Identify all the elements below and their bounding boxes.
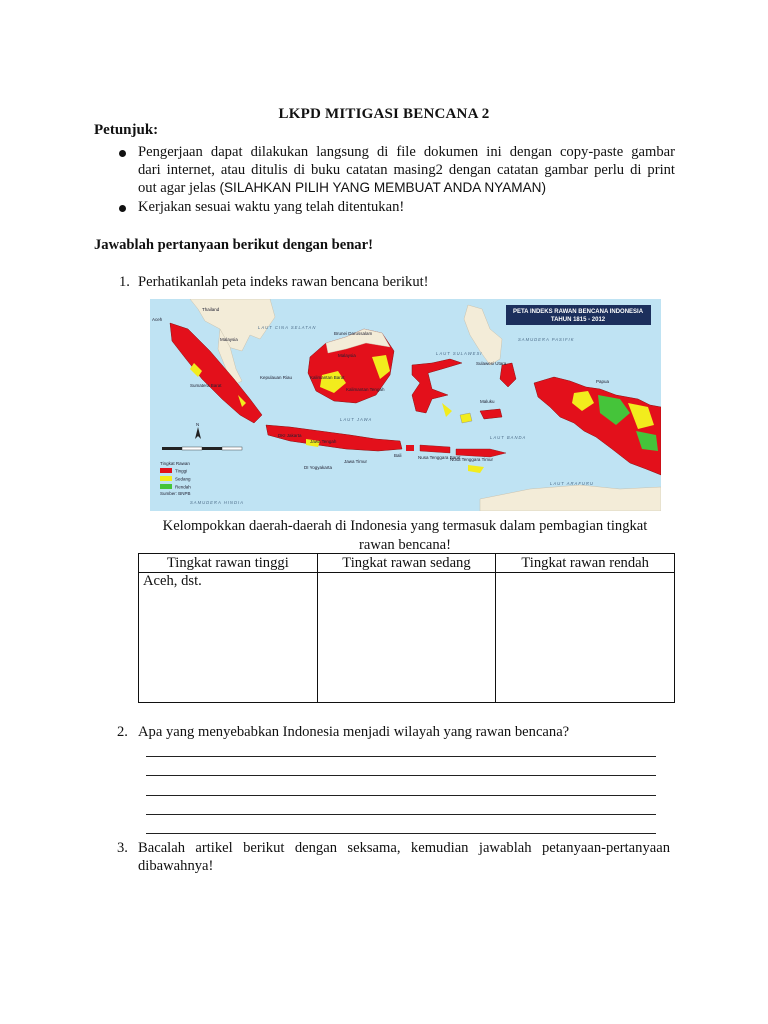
instruction-1: [138, 144, 675, 198]
table-header-row: [139, 554, 675, 573]
sea-label: LAUT CINA SELATAN: [258, 325, 317, 330]
question-2-text: Apa yang menyebabkan Indonesia menjadi wilayah yang rawan bencana?: [138, 724, 570, 740]
place-label: Maluku: [480, 399, 495, 404]
legend-title: Tingkat Rawan: [160, 461, 190, 466]
answer-line[interactable]: [146, 756, 656, 757]
place-label: Papua: [596, 379, 610, 384]
instructions-label: Petunjuk:: [94, 122, 159, 138]
table-header-low: Tingkat rawan rendah: [496, 554, 675, 573]
legend-label: Sedang: [175, 476, 191, 482]
place-label: DKI Jakarta: [278, 433, 302, 438]
place-label: Kalimantan Tengah: [346, 387, 385, 392]
sea-label: LAUT BANDA: [490, 435, 527, 440]
buru: [460, 413, 472, 423]
map-title: PETA INDEKS RAWAN BENCANA INDONESIA: [512, 309, 644, 315]
place-label: Kalimantan Barat: [310, 375, 345, 380]
svg-text:N: N: [196, 422, 200, 427]
map-svg: [150, 299, 661, 511]
sea-label: LAUT JAWA: [340, 417, 373, 422]
map-subtitle: TAHUN 1815 - 2012: [550, 317, 606, 323]
question-2-number: 2.: [117, 724, 128, 740]
table-instruction-line1: Kelompokkan daerah-daerah di Indonesia yang termasuk dalam pembagian tingkat: [162, 518, 648, 534]
legend-swatch-rendah: [160, 484, 172, 489]
place-label: Jawa Tengah: [310, 439, 337, 444]
legend-swatch-sedang: [160, 476, 172, 481]
question-3-line2: dibawahnya!: [138, 857, 214, 874]
table-cell-medium[interactable]: [317, 573, 496, 703]
place-label: Nusa Tenggara Timur: [450, 457, 493, 462]
place-label: Nusa Tenggara Barat: [418, 455, 461, 460]
legend-swatch-tinggi: [160, 468, 172, 473]
question-1-number: 1.: [119, 274, 130, 290]
place-label: Malaysia: [338, 353, 356, 358]
risk-level-table: [138, 553, 675, 703]
place-label: Kepulauan Riau: [260, 375, 293, 380]
table-instruction: [140, 517, 670, 555]
bullet-icon: [119, 205, 126, 212]
instruction-1-caps-note: (SILAHKAN PILIH YANG MEMBUAT ANDA NYAMAN): [219, 180, 547, 195]
answer-line[interactable]: [146, 795, 656, 796]
place-label: Brunei Darussalam: [334, 331, 373, 336]
seram: [480, 409, 502, 419]
place-label: Bali: [394, 453, 402, 458]
sea-label: LAUT SULAWESI: [436, 351, 483, 356]
table-header-medium: Tingkat rawan sedang: [317, 554, 496, 573]
place-label: DI Yogyakarta: [304, 465, 333, 470]
document-title: LKPD MITIGASI BENCANA 2: [278, 106, 490, 122]
answer-line[interactable]: [146, 775, 656, 776]
question-3-text: [138, 840, 670, 875]
table-instruction-line2: rawan bencana!: [359, 537, 451, 553]
instruction-2: Kerjakan sesuai waktu yang telah ditentukan!: [138, 199, 405, 215]
answer-line[interactable]: [146, 833, 656, 834]
place-label: Aceh: [152, 317, 163, 322]
instruction-1-line3-prefix: out agar jelas: [138, 180, 220, 196]
table-cell-low[interactable]: [496, 573, 675, 703]
legend-label: Tinggi: [175, 468, 188, 474]
map-source: Sumber: BNPB: [160, 491, 191, 496]
table-row: [139, 573, 675, 703]
disaster-risk-map: [150, 299, 661, 511]
instruction-1-line1: Pengerjaan dapat dilakukan langsung di file dokumen ini dengan copy-paste gambar: [138, 144, 675, 160]
place-label: Sulawesi Utara: [476, 361, 507, 366]
table-cell-high[interactable]: Aceh, dst.: [139, 573, 318, 703]
question-3-line1: Bacalah artikel berikut dengan seksama, kemudian jawablah petanyaan-pertanyaan: [138, 840, 670, 856]
sea-label: LAUT ARAFURU: [550, 481, 594, 486]
question-3-number: 3.: [117, 840, 128, 856]
instruction-1-line2: dari internet, atau ditulis di buku catatan masing2 dengan catatan gambar perlu di print: [138, 161, 675, 178]
place-label: Jawa Timur: [344, 459, 368, 464]
place-label: Malaysia: [220, 337, 238, 342]
table-header-high: Tingkat rawan tinggi: [139, 554, 318, 573]
bullet-icon: [119, 150, 126, 157]
instruction-1-line3: [138, 179, 675, 198]
bali: [406, 445, 414, 451]
place-label: Thailand: [202, 307, 220, 312]
question-1-text: Perhatikanlah peta indeks rawan bencana berikut!: [138, 274, 429, 290]
legend-label: Rendah: [175, 484, 191, 490]
sea-label: SAMUDERA HINDIA: [190, 500, 244, 505]
section-heading: Jawablah pertanyaan berikut dengan benar!: [94, 237, 373, 253]
answer-line[interactable]: [146, 814, 656, 815]
sea-label: SAMUDERA PASIFIK: [518, 337, 575, 342]
place-label: Sumatera Barat: [190, 383, 222, 388]
scale-bar: [162, 447, 242, 450]
